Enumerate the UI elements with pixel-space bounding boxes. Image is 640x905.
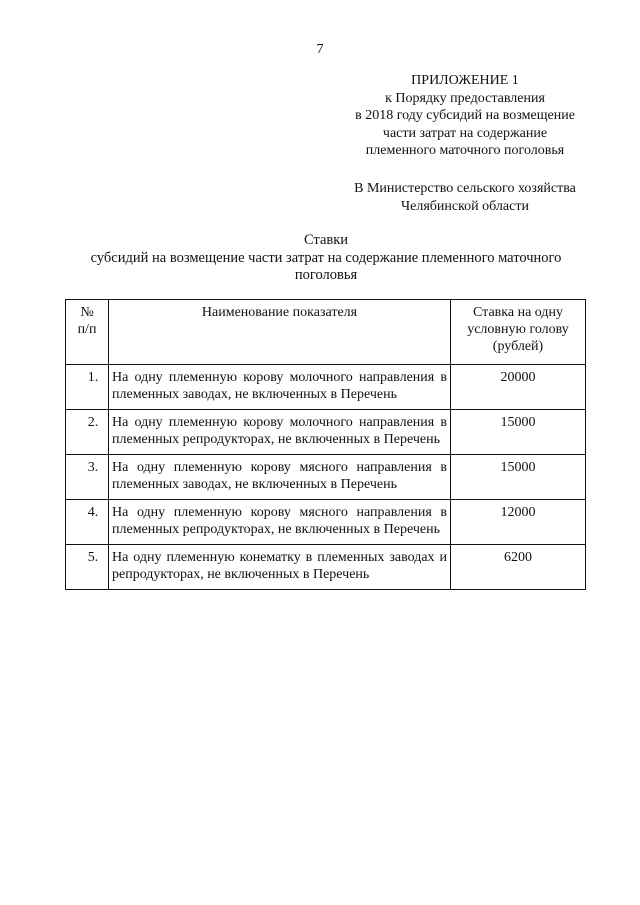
page-number: 7 xyxy=(316,42,324,57)
title-line: Ставки xyxy=(303,232,349,248)
table-row xyxy=(66,410,586,455)
header-rate-line: (рублей) xyxy=(492,339,544,354)
row-name: На одну племенную корову мясного направления в племенных заводах, не включенных в Перечень xyxy=(109,455,451,500)
row-rate: 15000 xyxy=(451,455,586,500)
row-number xyxy=(66,410,109,455)
header-name: Наименование показателя xyxy=(109,300,451,365)
row-name: На одну племенную корову молочного направления в племенных заводах, не включенных в Перечень xyxy=(109,365,451,410)
appendix-line: к Порядку предоставления xyxy=(385,90,545,106)
appendix-line: части затрат на содержание xyxy=(382,125,548,141)
table-row xyxy=(66,500,586,545)
addressee-line: В Министерство сельского хозяйства xyxy=(354,181,576,196)
appendix-line: племенного маточного поголовья xyxy=(365,143,565,158)
appendix-header xyxy=(330,72,600,160)
row-name: На одну племенную корову мясного направления в племенных репродукторах, не включенных в Перечень xyxy=(109,500,451,545)
row-number-text: 2. xyxy=(87,415,99,430)
header-number-line: № xyxy=(80,305,94,320)
row-rate: 20000 xyxy=(451,365,586,410)
title-line: субсидий на возмещение части затрат на содержание племенного маточного xyxy=(90,249,562,266)
row-name: На одну племенную конематку в племенных заводах и репродукторах, не включенных в Перечень xyxy=(109,545,451,590)
row-rate: 12000 xyxy=(451,500,586,545)
header-number-line: п/п xyxy=(77,322,97,337)
addressee-block xyxy=(330,180,600,215)
row-number-text: 4. xyxy=(87,505,99,520)
row-number-text: 5. xyxy=(87,550,99,565)
table-header-row xyxy=(66,300,586,365)
title-line: поголовья xyxy=(294,267,358,283)
appendix-line: ПРИЛОЖЕНИЕ 1 xyxy=(411,73,519,88)
row-number xyxy=(66,500,109,545)
rates-table xyxy=(65,299,586,590)
header-rate-line: условную голову xyxy=(467,322,569,337)
appendix-line: в 2018 году субсидий на возмещение xyxy=(355,108,575,123)
header-rate xyxy=(451,300,586,365)
row-number xyxy=(66,365,109,410)
row-rate: 15000 xyxy=(451,410,586,455)
table-row xyxy=(66,545,586,590)
row-rate: 6200 xyxy=(451,545,586,590)
document-title xyxy=(66,232,586,285)
row-number xyxy=(66,545,109,590)
row-number xyxy=(66,455,109,500)
row-number-text: 3. xyxy=(87,460,99,475)
table-row xyxy=(66,365,586,410)
table-row xyxy=(66,455,586,500)
row-number-text: 1. xyxy=(87,370,99,385)
row-name: На одну племенную корову молочного направления в племенных репродукторах, не включенных в Перечень xyxy=(109,410,451,455)
header-number xyxy=(66,300,109,365)
addressee-line: Челябинской области xyxy=(401,198,529,214)
header-rate-line: Ставка на одну xyxy=(473,305,563,320)
